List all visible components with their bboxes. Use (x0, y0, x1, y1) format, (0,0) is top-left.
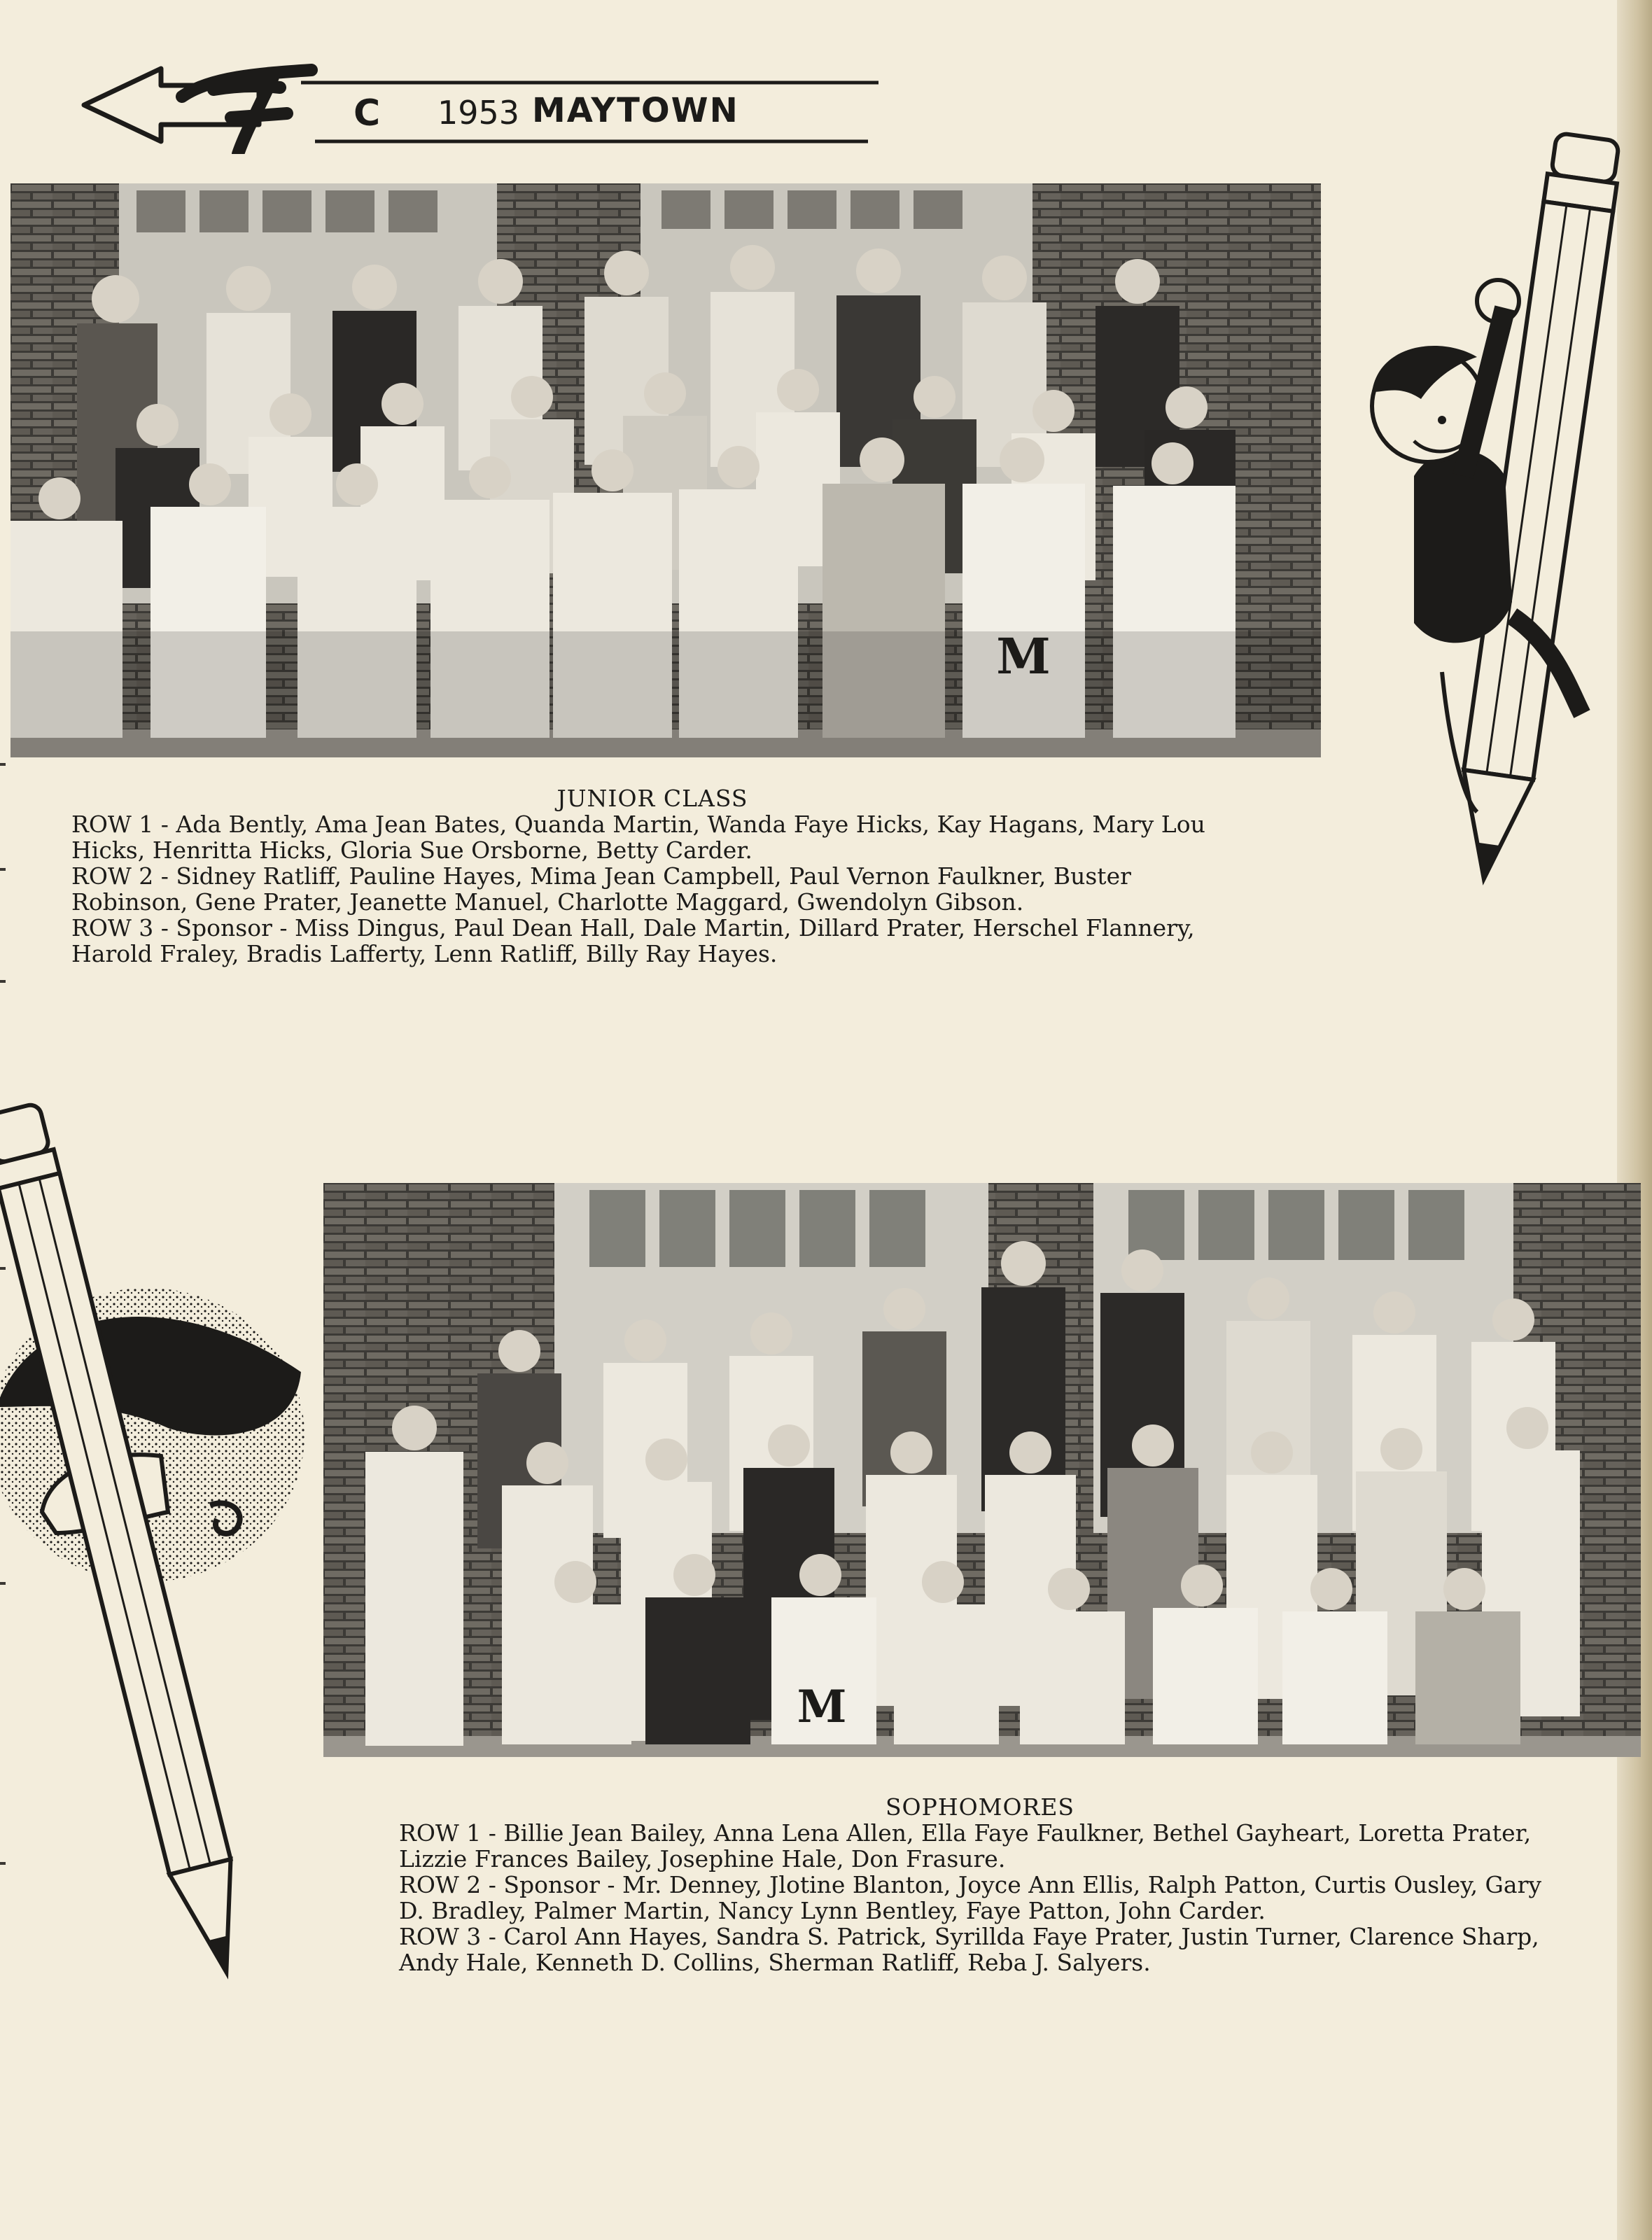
sophomore-row-1: ROW 1 - Billie Jean Bailey, Anna Lena Allen, Ella Faye Faulkner, Bethel Gayheart, Loretta Prater, Lizzie Frances Bailey, Josephine Hale, Don Frasure. (399, 1819, 1532, 1872)
junior-row-3: ROW 3 - Sponsor - Miss Dingus, Paul Dean Hall, Dale Martin, Dillard Prater, Herschel Flannery, Harold Fraley, Bradis Lafferty, Lenn Ratliff, Billy Ray Hayes. (71, 914, 1195, 967)
page-header (77, 56, 882, 154)
header-year: 1953 (438, 94, 520, 132)
sophomore-class-photo (323, 1183, 1641, 1757)
junior-row-1: ROW 1 - Ada Bently, Ama Jean Bates, Quanda Martin, Wanda Faye Hicks, Kay Hagans, Mary Lou Hicks, Henritta Hicks, Gloria Sue Orsborne, Betty Carder. (71, 811, 1205, 864)
junior-class-caption (71, 785, 1233, 967)
hand-holding-pencil-icon (0, 1078, 322, 2002)
sweater-letter: M (996, 627, 1051, 685)
junior-row-2: ROW 2 - Sidney Ratliff, Pauline Hayes, Mima Jean Campbell, Paul Vernon Faulkner, Buster Robinson, Gene Prater, Jeanette Manuel, Charlotte Maggard, Gwendolyn Gibson. (71, 862, 1131, 916)
junior-class-heading: JUNIOR CLASS (556, 785, 748, 812)
junior-class-photo (10, 183, 1321, 757)
sophomore-class-caption (399, 1794, 1561, 1975)
sophomore-class-heading: SOPHOMORES (885, 1793, 1075, 1821)
boy-climbing-pencil-icon (1330, 112, 1631, 896)
header-chip-letter: C (354, 92, 381, 134)
header-school-name: MAYTOWN (532, 91, 739, 130)
sophomore-row-2: ROW 2 - Sponsor - Mr. Denney, Jlotine Blanton, Joyce Ann Ellis, Ralph Patton, Curtis Ousley, Gary D. Bradley, Palmer Martin, Nancy Lynn Bentley, Faye Patton, John Carder. (399, 1871, 1542, 1924)
sweater-letter: M (797, 1681, 847, 1733)
sophomore-row-3: ROW 3 - Carol Ann Hayes, Sandra S. Patrick, Syrillda Faye Prater, Justin Turner, Clarence Sharp, Andy Hale, Kenneth D. Collins, Sherman Ratliff, Reba J. Salyers. (399, 1923, 1539, 1976)
